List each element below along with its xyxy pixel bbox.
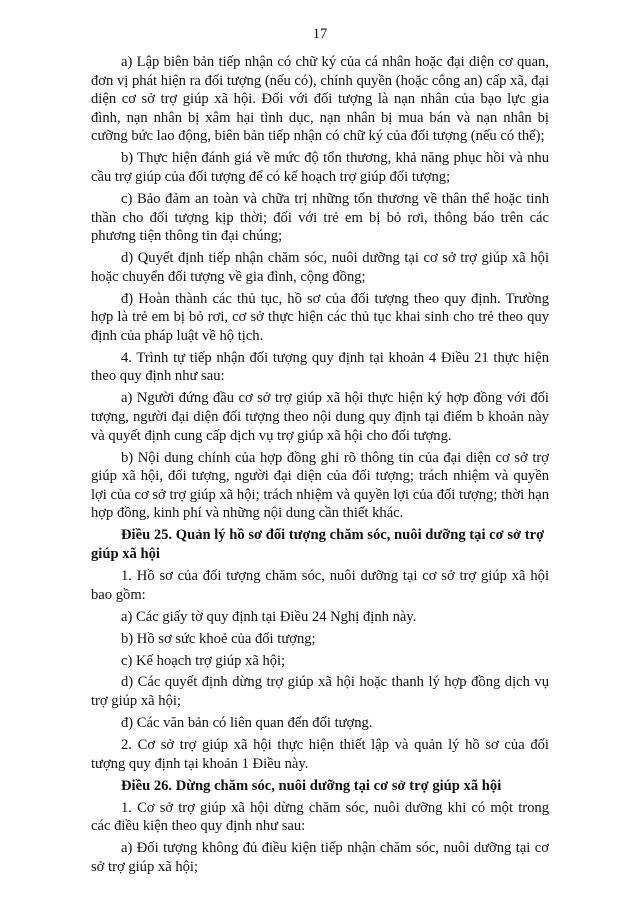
paragraph: 4. Trình tự tiếp nhận đối tượng quy định tại khoản 4 Điều 21 thực hiện theo quy định như sau: [91, 349, 549, 385]
paragraph: b) Thực hiện đánh giá về mức độ tổn thương, khả năng phục hồi và nhu cầu trợ giúp của đối tượng để có kế hoạch trợ giúp đối tượng; [91, 150, 549, 185]
paragraph: a) Lập biên bản tiếp nhận có chữ ký của cá nhân hoặc đại diện cơ quan, đơn vị phát hiện ra đối tượng (nếu có), chính quyền (hoặc công an) cấp xã, đại diện cơ sở trợ giúp xã hội. Đối với đối tượng là nạn nhân của bạo lực gia đình, nạn nhân bị xâm hại tình dục, nạn nhân bị mua bán và nạn nhân bị cưỡng bức lao động, biên bản tiếp nhận có chữ ký của đối tượng (nếu có thể); [91, 54, 549, 145]
paragraph: b) Nội dung chính của hợp đồng ghi rõ thông tin của đại diện cơ sở trợ giúp xã hội, đối tượng, người đại diện của đối tượng; trách nhiệm và quyền lợi của cơ sở trợ giúp xã hội; trách nhiệm và quyền lợi của đối tượng; thời hạn hợp đồng, kinh phí và những nội dung cần thiết khác. [91, 449, 549, 522]
paragraph: d) Quyết định tiếp nhận chăm sóc, nuôi dưỡng tại cơ sở trợ giúp xã hội hoặc chuyển đối tượng về gia đình, cộng đồng; [91, 250, 549, 285]
article-heading: Điều 25. Quản lý hồ sơ đối tượng chăm sóc, nuôi dưỡng tại cơ sở trợ giúp xã hội [91, 527, 545, 562]
paragraph: đ) Hoàn thành các thủ tục, hồ sơ của đối tượng theo quy định. Trường hợp là trẻ em bị bỏ rơi, cơ sở thực hiện các thủ tục khai sinh cho trẻ theo quy định của pháp luật về hộ tịch. [91, 290, 549, 344]
paragraph: a) Đối tượng không đủ điều kiện tiếp nhận chăm sóc, nuôi dưỡng tại cơ sở trợ giúp xã hội; [91, 840, 549, 875]
paragraph: 1. Cơ sở trợ giúp xã hội dừng chăm sóc, nuôi dưỡng khi có một trong các điều kiện theo quy định như sau: [91, 799, 549, 835]
paragraph: d) Các quyết định dừng trợ giúp xã hội hoặc thanh lý hợp đồng dịch vụ trợ giúp xã hội; [91, 674, 549, 710]
paragraph: b) Hồ sơ sức khoẻ của đối tượng; [121, 630, 316, 647]
paragraph: c) Bảo đảm an toàn và chữa trị những tổn thương về thân thể hoặc tinh thần cho đối tượng kịp thời; đối với trẻ em bị bỏ rơi, thông báo trên các phương tiện thông tin đại chúng; [91, 190, 549, 245]
document-body [91, 53, 549, 880]
paragraph: c) Kế hoạch trợ giúp xã hội; [121, 652, 286, 669]
paragraph: 1. Hồ sơ của đối tượng chăm sóc, nuôi dưỡng tại cơ sở trợ giúp xã hội bao gồm: [91, 567, 549, 603]
paragraph: đ) Các văn bản có liên quan đến đối tượng. [121, 715, 373, 732]
page-number: 17 [312, 26, 328, 42]
paragraph: a) Các giấy tờ quy định tại Điều 24 Nghị định này. [121, 608, 417, 625]
article-heading: Điều 26. Dừng chăm sóc, nuôi dưỡng tại cơ sở trợ giúp xã hội [121, 777, 502, 794]
paragraph: 2. Cơ sở trợ giúp xã hội thực hiện thiết lập và quản lý hồ sơ của đối tượng quy định tại khoản 1 Điều này. [91, 737, 549, 772]
paragraph: a) Người đứng đầu cơ sở trợ giúp xã hội thực hiện ký hợp đồng với đối tượng, người đại diện đối tượng theo nội dung quy định tại điểm b khoản này và quyết định cung cấp dịch vụ trợ giúp xã hội cho đối tượng. [91, 390, 549, 444]
